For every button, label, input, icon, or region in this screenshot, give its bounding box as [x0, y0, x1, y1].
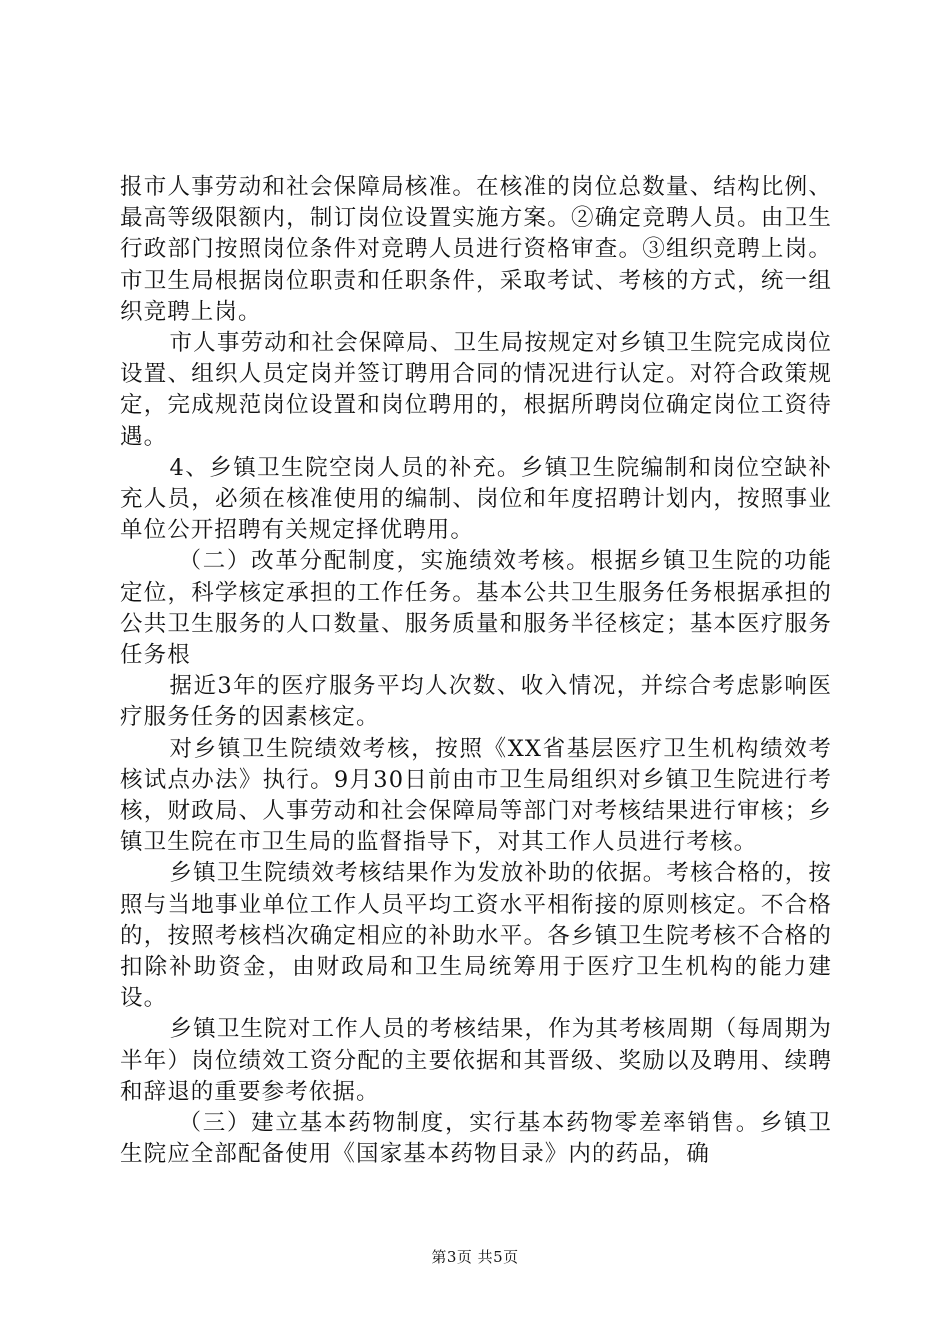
paragraph-3: 4、乡镇卫生院空岗人员的补充。乡镇卫生院编制和岗位空缺补充人员，必须在核准使用的编制、岗位和年度招聘计划内，按照事业单位公开招聘有关规定择优聘用。: [120, 454, 832, 544]
paragraph-1: 报市人事劳动和社会保障局核准。在核准的岗位总数量、结构比例、最高等级限额内，制订岗位设置实施方案。②确定竞聘人员。由卫生行政部门按照岗位条件对竞聘人员进行资格审查。③组织竞聘上岗。市卫生局根据岗位职责和任职条件，采取考试、考核的方式，统一组织竞聘上岗。: [120, 174, 832, 325]
paragraph-4: （二）改革分配制度，实施绩效考核。根据乡镇卫生院的功能定位，科学核定承担的工作任务。基本公共卫生服务任务根据承担的公共卫生服务的人口数量、服务质量和服务半径核定；基本医疗服务任务根: [120, 548, 832, 669]
page-footer: 第3页 共5页: [431, 1248, 519, 1266]
paragraph-7: 乡镇卫生院绩效考核结果作为发放补助的依据。考核合格的，按照与当地事业单位工作人员平均工资水平相衔接的原则核定。不合格的，按照考核档次确定相应的补助水平。各乡镇卫生院考核不合格的扣除补助资金，由财政局和卫生局统筹用于医疗卫生机构的能力建设。: [120, 860, 832, 1012]
document-body: [120, 172, 832, 1171]
paragraph-6: 对乡镇卫生院绩效考核，按照《XX省基层医疗卫生机构绩效考核试点办法》执行。9月30日前由市卫生局组织对乡镇卫生院进行考核，财政局、人事劳动和社会保障局等部门对考核结果进行审核；乡镇卫生院在市卫生局的监督指导下，对其工作人员进行考核。: [120, 735, 832, 856]
paragraph-5: 据近3年的医疗服务平均人次数、收入情况，并综合考虑影响医疗服务任务的因素核定。: [120, 673, 832, 731]
paragraph-8: 乡镇卫生院对工作人员的考核结果，作为其考核周期（每周期为半年）岗位绩效工资分配的主要依据和其晋级、奖励以及聘用、续聘和辞退的重要参考依据。: [120, 1016, 832, 1105]
paragraph-9: （三）建立基本药物制度，实行基本药物零差率销售。乡镇卫生院应全部配备使用《国家基本药物目录》内的药品，确: [120, 1110, 832, 1168]
paragraph-2: 市人事劳动和社会保障局、卫生局按规定对乡镇卫生院完成岗位设置、组织人员定岗并签订聘用合同的情况进行认定。对符合政策规定，完成规范岗位设置和岗位聘用的，根据所聘岗位确定岗位工资待遇。: [120, 330, 832, 450]
